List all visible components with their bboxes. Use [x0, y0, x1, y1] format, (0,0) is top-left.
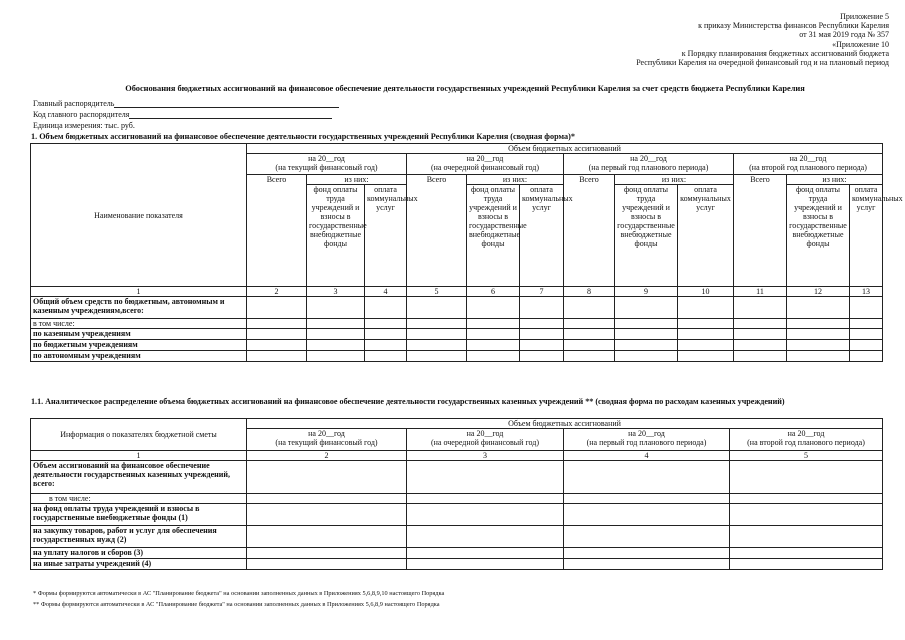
indicator-header: Информация о показателях бюджетной сметы — [31, 419, 247, 451]
period-year: на 20__год — [466, 154, 504, 164]
utilities-header: оплата коммунальных услуг — [520, 185, 564, 287]
header-line: к Порядку планирования бюджетных ассигнований бюджета — [681, 48, 889, 58]
column-number: 5 — [730, 451, 883, 461]
period-header — [407, 429, 564, 451]
period-desc: (на второй год планового периода) — [749, 163, 867, 173]
column-number: 3 — [307, 287, 365, 297]
row-label: в том числе: — [31, 319, 247, 329]
analytical-table — [30, 418, 883, 570]
column-number: 8 — [564, 287, 615, 297]
total-header: Всего — [734, 175, 787, 287]
row-label: на закупку товаров, работ и услуг для обеспечения государственных нужд (2) — [31, 526, 247, 548]
column-number: 7 — [520, 287, 564, 297]
table-row — [31, 559, 883, 570]
footnote: * Формы формируются автоматически в АС "Планирование бюджета" на основании заполненных данных в Приложениях 5,6,8,9,10 настоящего Порядка — [33, 590, 445, 597]
table-row — [31, 461, 883, 494]
column-number: 11 — [734, 287, 787, 297]
column-number: 1 — [31, 287, 247, 297]
period-desc: (на первый год планового периода) — [588, 163, 709, 173]
period-year: на 20__год — [789, 154, 827, 164]
column-number: 4 — [365, 287, 407, 297]
field-main-manager — [33, 99, 339, 108]
period-header — [247, 429, 407, 451]
row-label: Общий объем средств по бюджетным, автономным и казенным учреждениям,всего: — [31, 297, 247, 319]
table-row — [31, 351, 883, 362]
table-row — [31, 494, 883, 504]
column-number: 3 — [407, 451, 564, 461]
period-desc: (на первый год планового периода) — [586, 438, 707, 448]
table-row — [31, 504, 883, 526]
total-header: Всего — [247, 175, 307, 287]
header-line: к приказу Министерства финансов Республики Карелия — [698, 21, 889, 31]
wage-fund-header: фонд оплаты труда учреждений и взносы в государственные внебюджетные фонды — [615, 185, 678, 287]
budget-header: Объем бюджетных ассигнований — [247, 419, 883, 429]
period-year: на 20__год — [628, 429, 665, 439]
utilities-header: оплата коммунальных услуг — [850, 185, 883, 287]
row-label: Объем ассигнований на финансовое обеспечение деятельности государственных казенных учреждений, всего: — [31, 461, 247, 494]
row-label: на иные затраты учреждений (4) — [31, 559, 247, 570]
field-manager-code — [33, 110, 332, 119]
column-number: 2 — [247, 451, 407, 461]
table-row — [31, 526, 883, 548]
header-line: от 31 мая 2019 года № 357 — [799, 30, 889, 40]
column-number: 6 — [467, 287, 520, 297]
header-line: Приложение 5 — [840, 12, 889, 21]
table-row — [31, 329, 883, 340]
row-label: по автономным учреждениям — [31, 351, 247, 362]
section2-heading: 1.1. Аналитическое распределение объема бюджетных ассигнований на финансовое обеспечение деятельности государственных казенных учреждений ** (сводная форма по расходам казенных учреждений) — [31, 397, 785, 406]
header-line: Республики Карелия на очередной финансовый год и на плановый период — [636, 57, 889, 67]
period-header — [247, 154, 407, 175]
period-year: на 20__год — [308, 429, 345, 439]
column-number: 5 — [407, 287, 467, 297]
field-unit: Единица измерения: тыс. руб. — [33, 121, 135, 130]
table-row — [31, 297, 883, 319]
total-header: Всего — [564, 175, 615, 287]
total-header: Всего — [407, 175, 467, 287]
of-which-header: из них: — [307, 175, 407, 185]
section1-heading: 1. Объем бюджетных ассигнований на финансовое обеспечение деятельности государственных учреждений Республики Карелия (сводная форма)* — [31, 132, 575, 141]
utilities-header: оплата коммунальных услуг — [678, 185, 734, 287]
table-row — [31, 319, 883, 329]
summary-table — [30, 143, 903, 362]
column-number: 9 — [615, 287, 678, 297]
field-label: Главный распорядитель — [33, 99, 115, 108]
period-desc: (на второй год планового периода) — [747, 438, 865, 448]
header-line: «Приложение 10 — [832, 39, 889, 49]
field-label: Код главного распорядителя — [33, 110, 130, 119]
field-line — [129, 118, 332, 119]
of-which-header: из них: — [787, 175, 883, 185]
of-which-header: из них: — [467, 175, 564, 185]
row-label: по казенным учреждениям — [31, 329, 247, 340]
column-number: 13 — [850, 287, 883, 297]
indicator-header: Наименование показателя — [31, 144, 247, 287]
wage-fund-header: фонд оплаты труда учреждений и взносы в государственные внебюджетные фонды — [467, 185, 520, 287]
period-desc: (на очередной финансовый год) — [430, 163, 540, 173]
period-year: на 20__год — [630, 154, 667, 164]
period-year: на 20__год — [787, 429, 825, 439]
column-number: 2 — [247, 287, 307, 297]
column-number: 10 — [678, 287, 734, 297]
utilities-header: оплата коммунальных услуг — [365, 185, 407, 287]
period-header — [564, 154, 734, 175]
column-number: 12 — [787, 287, 850, 297]
appendix-header — [569, 12, 889, 67]
row-label: на фонд оплаты труда учреждений и взносы в государственные внебюджетные фонды (1) — [31, 504, 247, 526]
wage-fund-header: фонд оплаты труда учреждений и взносы в государственные внебюджетные фонды — [307, 185, 365, 287]
period-desc: (на очередной финансовый год) — [430, 438, 540, 448]
period-header — [730, 429, 883, 451]
footnote: ** Формы формируются автоматически в АС "Планирование бюджета" на основании заполненных данных в Приложениях 5,6,8,9 настоящего Порядка — [33, 601, 440, 608]
row-label: на уплату налогов и сборов (3) — [31, 548, 247, 559]
table-row — [31, 340, 883, 351]
period-year: на 20__год — [308, 154, 345, 164]
column-number-row — [31, 287, 883, 297]
page-title: Обоснования бюджетных ассигнований на финансовое обеспечение деятельности государственных учреждений Республики Карелия за счет средств бюджета Республики Карелия — [125, 84, 805, 93]
period-desc: (на текущий финансовый год) — [275, 438, 378, 448]
period-header — [564, 429, 730, 451]
of-which-header: из них: — [615, 175, 734, 185]
row-label: по бюджетным учреждениям — [31, 340, 247, 351]
column-number: 4 — [564, 451, 730, 461]
wage-fund-header: фонд оплаты труда учреждений и взносы в государственные внебюджетные фонды — [787, 185, 850, 287]
period-year: на 20__год — [466, 429, 504, 439]
period-header — [407, 154, 564, 175]
period-desc: (на текущий финансовый год) — [275, 163, 378, 173]
row-label: в том числе: — [31, 494, 247, 504]
field-line — [114, 107, 339, 108]
period-header — [734, 154, 883, 175]
table-row — [31, 548, 883, 559]
column-number: 1 — [31, 451, 247, 461]
column-number-row — [31, 451, 883, 461]
budget-header: Объем бюджетных ассигнований — [247, 144, 883, 154]
